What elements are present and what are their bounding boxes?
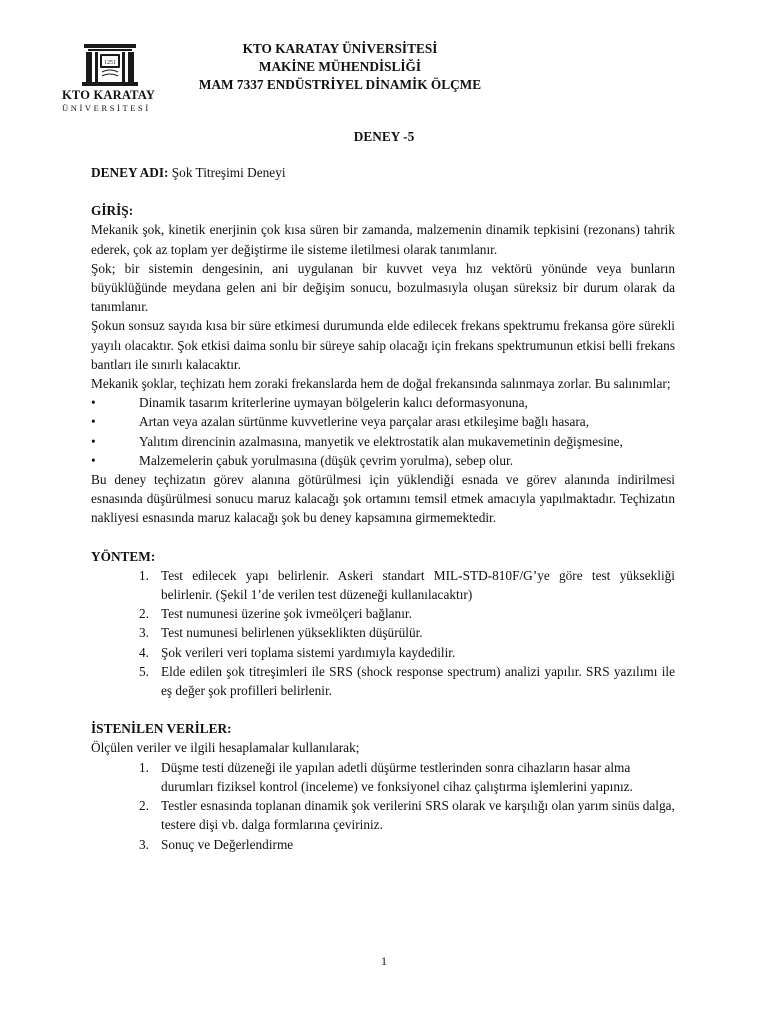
header-course: MAM 7337 ENDÜSTRİYEL DİNAMİK ÖLÇME (198, 77, 482, 92)
step-number: 5. (139, 663, 149, 679)
step-number: 1. (139, 759, 149, 775)
section-title-istenilen: İSTENİLEN VERİLER: (91, 721, 232, 737)
document-body (91, 163, 675, 854)
bullet-item (91, 412, 675, 431)
required-data-list (91, 758, 675, 854)
bullet-text: Artan veya azalan sürtünme kuvvetlerine veya parçalar arası etkileşime bağlı hasara, (139, 414, 590, 430)
university-emblem-icon (62, 42, 158, 88)
list-item (91, 623, 675, 642)
giris-paragraph-3: Şokun sonsuz sayıda kısa bir süre etkimesi durumunda elde edilecek frekans spektrumu frekansa göre sürekli yayılı olacaktır. Şok etkisi daima sonlu bir süreye sahip olacağı için frekans spektrumunun etkisi belli frekans bantları ile sınırlı kalacaktır. (91, 318, 675, 372)
page-number: 1 (381, 954, 387, 968)
bullet-item (91, 432, 675, 451)
section-title-yontem: YÖNTEM: (91, 548, 156, 564)
logo-name: KTO KARATAY (62, 88, 156, 102)
step-text: Elde edilen şok titreşimleri ile SRS (shock response spectrum) analizi yapılır. SRS yazılımı ile eş değer şok profilleri belirlenir. (161, 663, 675, 699)
giris-paragraph-4: Mekanik şoklar, teçhizatı hem zoraki frekanslarda hem de doğal frekansında salınmaya zorlar. Bu salınımlar; (91, 376, 671, 392)
section-title-giris: GİRİŞ: (91, 203, 134, 219)
bullet-icon: • (91, 395, 96, 411)
step-text: Test numunesi belirlenen yükseklikten düşürülür. (161, 625, 423, 641)
header-university: KTO KARATAY ÜNİVERSİTESİ (242, 41, 438, 56)
university-logo (62, 42, 158, 116)
step-text: Test numunesi üzerine şok ivmeölçeri bağlanır. (161, 606, 412, 622)
bullet-icon: • (91, 452, 96, 468)
bullet-item (91, 451, 675, 470)
emblem-year: 1251 (104, 60, 116, 66)
giris-paragraph-1: Mekanik şok, kinetik enerjinin çok kısa süren bir zamanda, malzemenin dinamik tepkisini (rezonans) tahrik ederek, çok az toplam yer değiştirme ile sisteme iletilmesi olarak tanımlanır. (91, 222, 675, 257)
bullet-icon: • (91, 414, 96, 430)
istenilen-intro: Ölçülen veriler ve ilgili hesaplamalar kullanılarak; (91, 740, 360, 756)
step-text: Şok verileri veri toplama sistemi yardımıyla kaydedilir. (161, 644, 456, 660)
step-number: 2. (139, 798, 149, 814)
list-item (91, 566, 675, 604)
experiment-name-label: DENEY ADI: (91, 165, 169, 180)
step-number: 2. (139, 606, 149, 622)
step-number: 3. (139, 836, 149, 852)
bullet-icon: • (91, 433, 96, 449)
header-department: MAKİNE MÜHENDİSLİĞİ (258, 59, 422, 74)
step-text: Düşme testi düzeneği ile yapılan adetli düşürme testlerinden sonra cihazların hasar alma durumları fiziksel kontrol (inceleme) ve fonksiyonel cihaz çalıştırma işlemlerini yapınız. (161, 759, 633, 794)
step-number: 3. (139, 625, 149, 641)
list-item (91, 796, 675, 834)
step-text: Sonuç ve Değerlendirme (161, 836, 294, 852)
experiment-name (91, 163, 675, 182)
experiment-number: DENEY -5 (353, 129, 415, 144)
bullet-text: Dinamik tasarım kriterlerine uymayan bölgelerin kalıcı deformasyonuna, (139, 395, 528, 411)
step-number: 4. (139, 644, 149, 660)
bullet-item (91, 393, 675, 412)
step-number: 1. (139, 567, 149, 583)
bullet-text: Yalıtım direncinin azalmasına, manyetik ve elektrostatik alan mukavemetinin değişmesine, (139, 433, 623, 449)
bullet-text: Malzemelerin çabuk yorulmasına (düşük çevrim yorulma), sebep olur. (139, 452, 514, 468)
method-steps-list (91, 566, 675, 700)
giris-paragraph-2: Şok; bir sistemin dengesinin, ani uygulanan bir kuvvet veya hız vektörü yönünde veya bunların büyüklüğünde meydana gelen ani bir değişim sonucu, bozulmasıyla oluşan süreksiz bir durum olarak da tanımlanır. (91, 260, 675, 315)
experiment-name-value: Şok Titreşimi Deneyi (168, 165, 286, 180)
step-text: Testler esnasında toplanan dinamik şok verilerini SRS olarak ve karşılığı olan yarım sinüs dalga, testere dişi vb. dalga formlarına çeviriniz. (161, 798, 675, 833)
document-header (180, 40, 500, 94)
logo-subname: ÜNİVERSİTESİ (62, 103, 151, 113)
list-item (91, 662, 675, 700)
list-item (91, 643, 675, 662)
list-item (91, 835, 675, 854)
giris-paragraph-5: Bu deney teçhizatın görev alanına götürülmesi için yüklendiği esnada ve görev alanında indirilmesi esnasında düşürülmesi sonucu maruz kalacağı şok ortamını temsil etmek amacıyla yapılmaktadır. Teçhizatın nakliyesi esnasında maruz kalacağı şok bu deney kapsamına girmemektedir. (91, 472, 675, 526)
step-text: Test edilecek yapı belirlenir. Askeri standart MIL-STD-810F/G’ye göre test yüksekliği belirlenir. (Şekil 1’de verilen test düzeneği kullanılacaktır) (161, 567, 675, 603)
list-item (91, 758, 675, 796)
list-item (91, 604, 675, 623)
